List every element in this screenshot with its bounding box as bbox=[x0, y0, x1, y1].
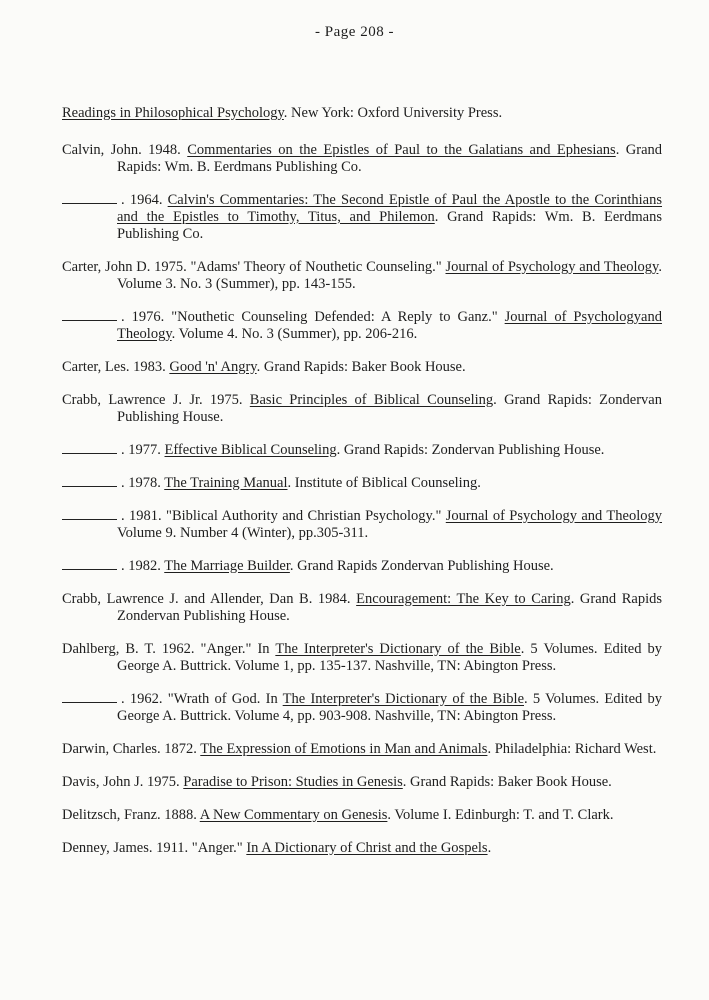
bib-title: Commentaries on the Epistles of Paul to the Galatians and Ephesians bbox=[187, 141, 616, 158]
page-header: - Page 208 - bbox=[315, 24, 394, 40]
bib-title: The Interpreter's Dictionary of the Bible bbox=[282, 690, 524, 707]
ditto-dash bbox=[62, 519, 117, 520]
bib-title: Effective Biblical Counseling bbox=[164, 441, 337, 458]
bib-entry: Calvin, John. 1948. Commentaries on the Epistles of Paul to the Galatians and Ephesians. Grand Rapids: Wm. B. Eerdmans Publishing Co. bbox=[62, 141, 663, 175]
bib-title: Encouragement: The Key to Caring bbox=[356, 590, 571, 607]
bib-entry: . 1964. Calvin's Commentaries: The Second Epistle of Paul the Apostle to the Corinthians and the Epistles to Timothy, Titus, and Philemon. Grand Rapids: Wm. B. Eerdmans Publishing Co. bbox=[62, 192, 662, 243]
bib-entry: Carter, Les. 1983. Good 'n' Angry. Grand Rapids: Baker Book House. bbox=[62, 358, 466, 375]
bib-title: Good 'n' Angry bbox=[169, 358, 257, 375]
bib-entry: Crabb, Lawrence J. Jr. 1975. Basic Principles of Biblical Counseling. Grand Rapids: Zondervan Publishing House. bbox=[62, 391, 662, 425]
bib-entry: Readings in Philosophical Psychology. New York: Oxford University Press. bbox=[62, 104, 503, 121]
ditto-dash bbox=[62, 569, 117, 570]
bib-title: Basic Principles of Biblical Counseling bbox=[249, 391, 494, 408]
bib-entry: . 1976. "Nouthetic Counseling Defended: A Reply to Ganz." Journal of Psychologyand Theology. Volume 4. No. 3 (Summer), pp. 206-216. bbox=[62, 309, 662, 343]
bib-entry: . 1977. Effective Biblical Counseling. Grand Rapids: Zondervan Publishing House. bbox=[62, 442, 662, 459]
bib-entry: Crabb, Lawrence J. and Allender, Dan B. 1984. Encouragement: The Key to Caring. Grand Rapids Zondervan Publishing House. bbox=[62, 590, 663, 624]
bib-title: The Training Manual bbox=[164, 474, 288, 491]
bib-entry: Carter, John D. 1975. "Adams' Theory of Nouthetic Counseling." Journal of Psychology and Theology. Volume 3. No. 3 (Summer), pp. 143-155. bbox=[62, 258, 662, 292]
bib-title: Journal of Psychologyand Theology bbox=[117, 308, 662, 342]
bib-entry: . 1981. "Biblical Authority and Christian Psychology." Journal of Psychology and Theology Volume 9. Number 4 (Winter), pp.305-311. bbox=[62, 508, 662, 542]
bib-entry: Delitzsch, Franz. 1888. A New Commentary on Genesis. Volume I. Edinburgh: T. and T. Clark. bbox=[62, 806, 614, 823]
ditto-dash bbox=[62, 486, 117, 487]
ditto-dash bbox=[62, 203, 117, 204]
bib-entry: Darwin, Charles. 1872. The Expression of Emotions in Man and Animals. Philadelphia: Richard West. bbox=[62, 740, 657, 757]
bib-entry: . 1962. "Wrath of God. In The Interpreter's Dictionary of the Bible. 5 Volumes. Edited by George A. Buttrick. Volume 4, pp. 903-908. Nashville, TN: Abington Press. bbox=[62, 691, 662, 725]
bib-title: The Marriage Builder bbox=[164, 557, 290, 574]
ditto-dash bbox=[62, 320, 117, 321]
bib-entry: . 1982. The Marriage Builder. Grand Rapids Zondervan Publishing House. bbox=[62, 558, 662, 575]
bib-title: Calvin's Commentaries: The Second Epistle of Paul the Apostle to the Corinthians and the Epistles to Timothy, Titus, and Philemon bbox=[117, 191, 663, 225]
bib-title: Paradise to Prison: Studies in Genesis bbox=[183, 773, 403, 790]
ditto-dash bbox=[62, 702, 117, 703]
bib-entry: Davis, John J. 1975. Paradise to Prison: Studies in Genesis. Grand Rapids: Baker Book House. bbox=[62, 773, 612, 790]
bib-entry: . 1978. The Training Manual. Institute of Biblical Counseling. bbox=[62, 475, 662, 492]
bib-title: The Expression of Emotions in Man and Animals bbox=[200, 740, 488, 757]
bib-entry: Dahlberg, B. T. 1962. "Anger." In The Interpreter's Dictionary of the Bible. 5 Volumes. Edited by George A. Buttrick. Volume 1, pp. 135-137. Nashville, TN: Abington Press. bbox=[62, 640, 662, 674]
bib-title: Journal of Psychology and Theology bbox=[445, 507, 662, 524]
bib-entry: Denney, James. 1911. "Anger." In A Dictionary of Christ and the Gospels. bbox=[62, 839, 492, 856]
bib-title: The Interpreter's Dictionary of the Bible bbox=[275, 640, 521, 657]
bib-title: A New Commentary on Genesis bbox=[199, 806, 388, 823]
bibliography bbox=[62, 90, 662, 873]
bib-title: Journal of Psychology and Theology bbox=[445, 258, 659, 275]
bib-title: Readings in Philosophical Psychology bbox=[62, 104, 284, 121]
ditto-dash bbox=[62, 453, 117, 454]
bib-title: In A Dictionary of Christ and the Gospels bbox=[246, 839, 488, 856]
